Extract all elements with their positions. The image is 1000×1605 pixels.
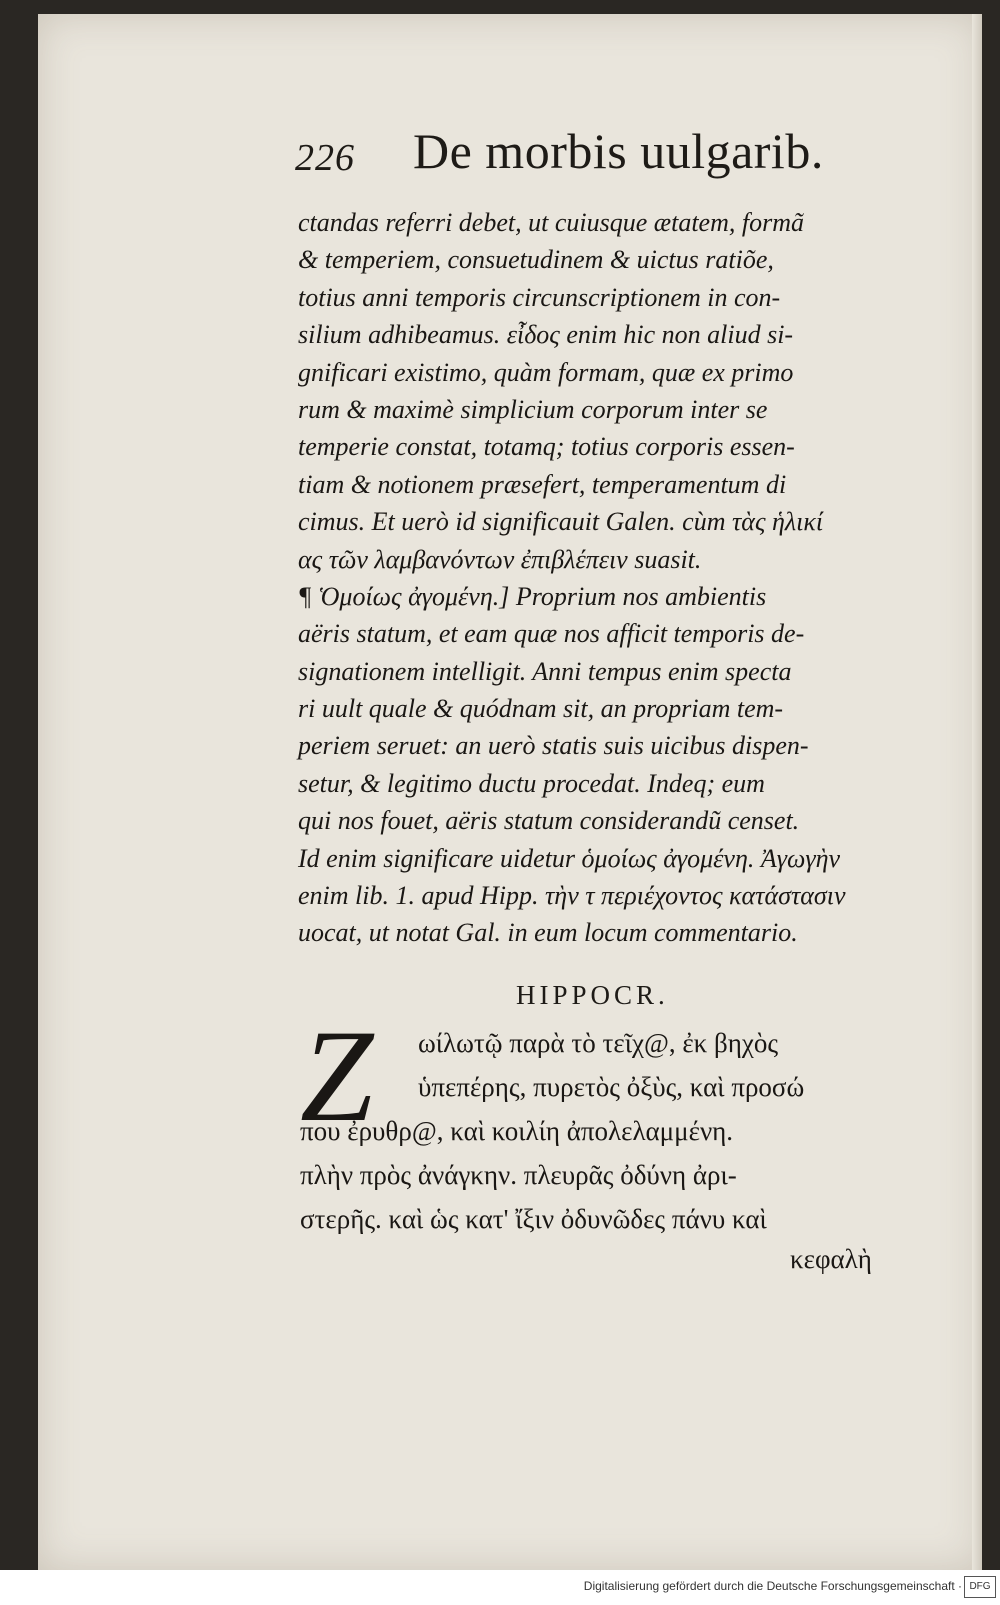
text-line: totius anni temporis circunscriptionem in con- bbox=[298, 282, 781, 312]
text-line: ri uult quale & quódnam sit, an propriam tem- bbox=[298, 694, 784, 724]
text-line: setur, & legitimo ductu procedat. Indeq; eum bbox=[298, 768, 765, 798]
running-head bbox=[295, 122, 895, 182]
text-line: rum & maximè simplicium corporum inter se bbox=[298, 394, 768, 424]
text-line: ας τῶν λαμβανόντων ἐπιβλέπειν suasit. bbox=[298, 544, 702, 574]
page-number: 226 bbox=[295, 137, 355, 179]
footer-bar bbox=[0, 1570, 1000, 1605]
greek-line: πλὴν πρὸς ἀνάγκην. πλευρᾶς ὀδύνη ἀρι- bbox=[300, 1160, 737, 1190]
funding-credit: Digitalisierung gefördert durch die Deutsche Forschungsgemeinschaft · bbox=[583, 1579, 962, 1593]
greek-line: που ἐρυθρ@, καὶ κοιλίη ἀπολελαμμένη. bbox=[300, 1116, 734, 1146]
text-line: periem seruet: an uerò statis suis uicibus dispen- bbox=[298, 731, 809, 761]
text-line: signationem intelligit. Anni tempus enim specta bbox=[298, 656, 792, 686]
drop-cap: Z bbox=[300, 1002, 374, 1149]
text-line: silium adhibeamus. εἶδος enim hic non aliud si- bbox=[298, 320, 794, 350]
text-line: qui nos fouet, aëris statum considerandũ censet. bbox=[298, 806, 800, 836]
text-line: aëris statum, et eam quæ nos afficit temporis de- bbox=[298, 619, 805, 649]
running-title: De morbis uulgarib. bbox=[413, 123, 824, 179]
text-line: cimus. Et uerò id significauit Galen. cùm τὰς ἡλικί bbox=[298, 507, 824, 537]
greek-line: στερῆς. καὶ ὡς κατ' ἴξιν ὀδυνῶδες πάνυ καὶ bbox=[300, 1204, 767, 1234]
text-line: gnificari existimo, quàm formam, quæ ex primo bbox=[298, 357, 794, 387]
text-line: Id enim significare uidetur ὁμοίως ἀγομένη. Ἀγωγὴν bbox=[298, 843, 841, 873]
dfg-logo: DFG bbox=[964, 1576, 996, 1598]
text-line: ctandas referri debet, ut cuiusque ætatem, formã bbox=[298, 208, 804, 237]
page-edge bbox=[972, 14, 982, 1570]
section-heading: HIPPOCR. bbox=[516, 980, 669, 1010]
text-line: & temperiem, consuetudinem & uictus ratiõe, bbox=[298, 245, 774, 275]
text-line: temperie constat, totamq; totius corporis essen- bbox=[298, 432, 795, 462]
text-line: enim lib. 1. apud Hipp. τὴν τ περιέχοντος κατάστασιν bbox=[298, 881, 846, 911]
greek-line: ὑπεπέρης, πυρετὸς ὀξὺς, καὶ προσώ bbox=[418, 1072, 805, 1102]
greek-line: κεφαλὴ bbox=[790, 1244, 872, 1274]
greek-line: ωίλωτῷ παρὰ τὸ τεῖχ@, ἐκ βηχὸς bbox=[418, 1028, 779, 1058]
text-line: tiam & notionem præsefert, temperamentum di bbox=[298, 469, 787, 499]
text-line: ¶ Ὁμοίως ἀγομένη.] Proprium nos ambientis bbox=[298, 581, 767, 611]
text-line: uocat, ut notat Gal. in eum locum commentario. bbox=[298, 918, 798, 948]
commentary-text bbox=[298, 204, 898, 952]
